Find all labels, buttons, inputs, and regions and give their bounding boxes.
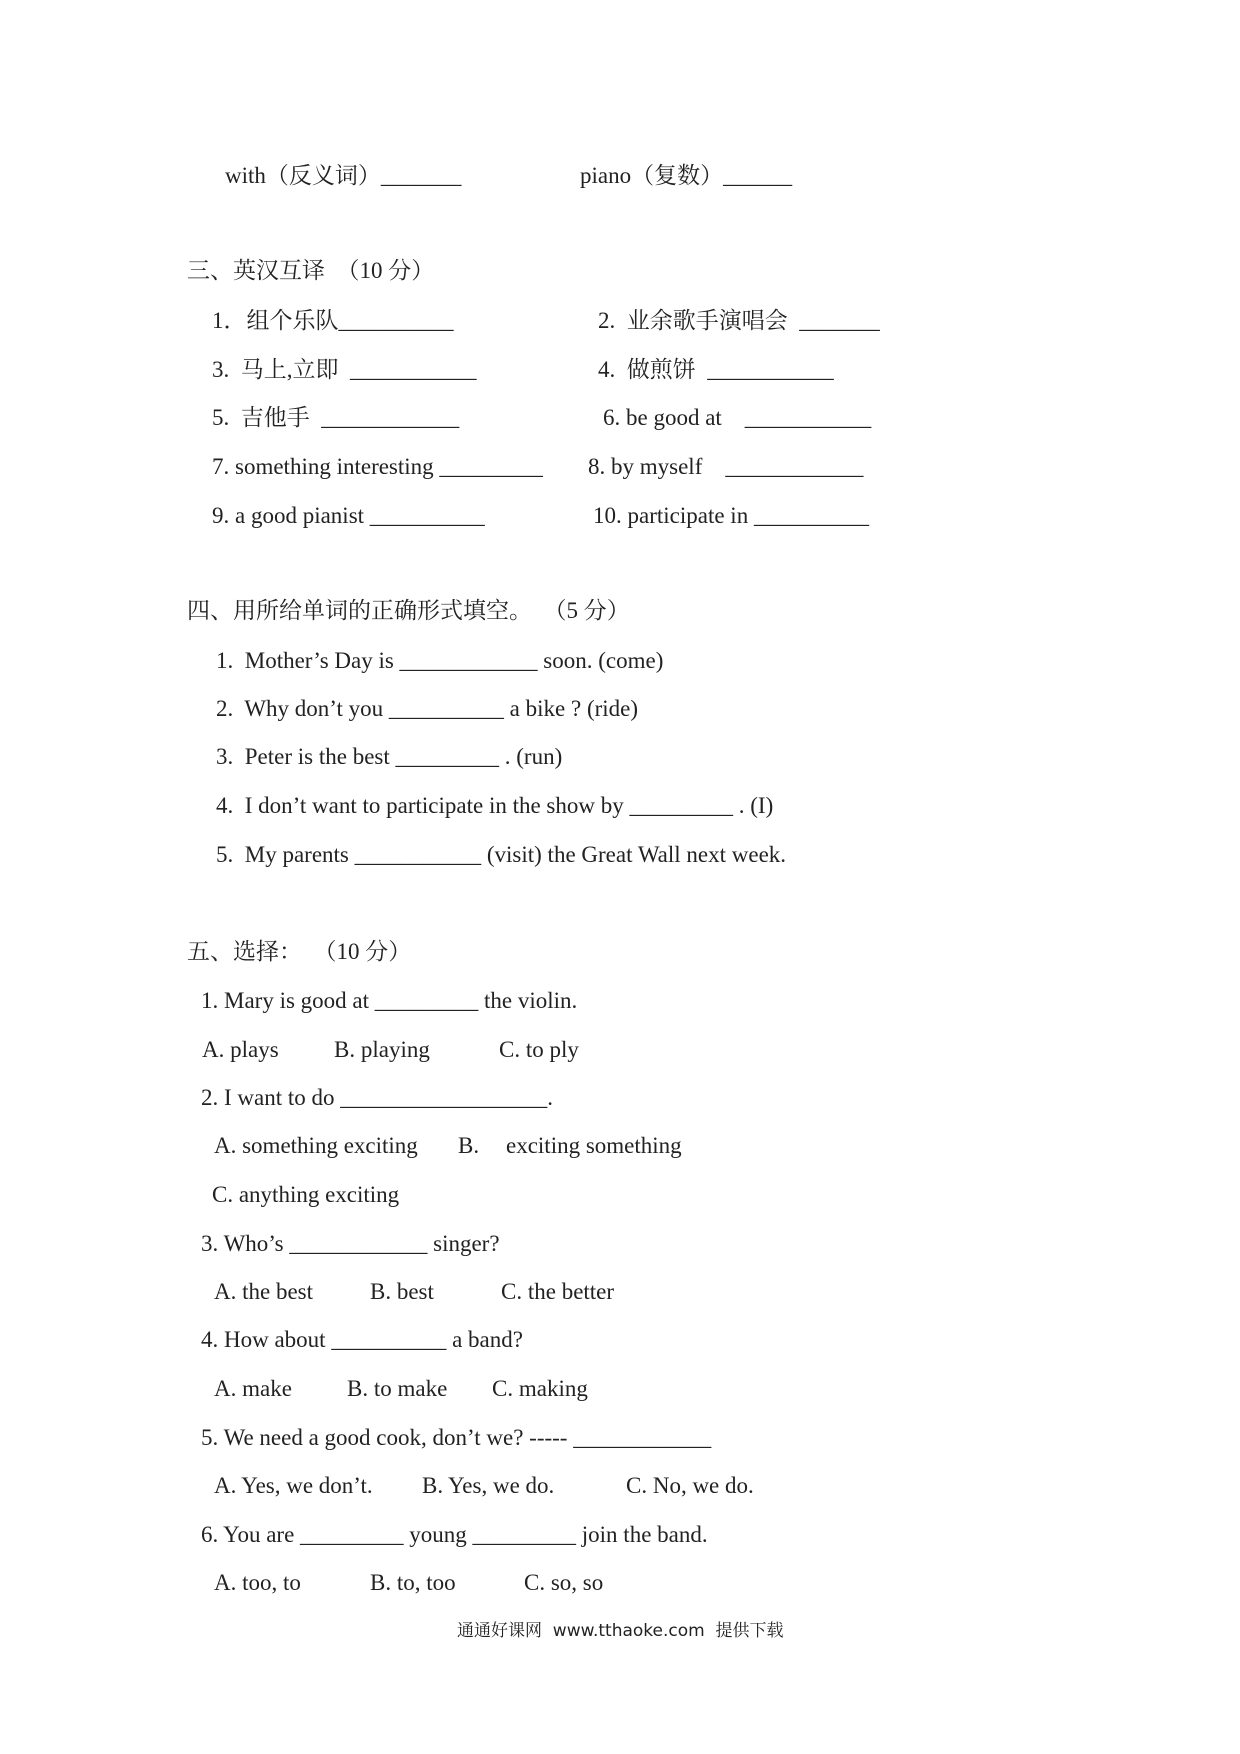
s5-q2-option-b-label: B.	[458, 1133, 480, 1158]
s5-q6-option-b: B. to, too	[370, 1570, 456, 1595]
top-row-with-antonym: with（反义词）_______	[225, 163, 462, 188]
s5-question-6: 6. You are _________ young _________ join the band.	[201, 1522, 708, 1547]
s5-question-5: 5. We need a good cook, don’t we? ----- ____________	[201, 1425, 712, 1450]
s5-q4-option-a: A. make	[214, 1376, 292, 1401]
section-5-heading: 五、选择： （10 分）	[187, 939, 412, 964]
s5-q1-option-c: C. to ply	[499, 1037, 579, 1062]
s3-item-6: 6. be good at ___________	[603, 405, 872, 430]
s5-q6-option-a: A. too, to	[214, 1570, 301, 1595]
s5-q1-option-b: B. playing	[334, 1037, 430, 1062]
s3-item-10: 10. participate in __________	[593, 503, 869, 528]
s3-item-1: 1．组个乐队__________	[212, 308, 454, 333]
s5-question-4: 4. How about __________ a band?	[201, 1327, 523, 1352]
footer-source: 通通好课网 www.tthaoke.com 提供下载	[457, 1621, 784, 1641]
s4-item-5: 5. My parents ___________ (visit) the Great Wall next week.	[216, 842, 787, 867]
s5-question-3: 3. Who’s ____________ singer?	[201, 1231, 500, 1256]
s5-q3-option-a: A. the best	[214, 1279, 314, 1304]
s5-q5-option-b: B. Yes, we do.	[422, 1473, 555, 1498]
s5-q6-option-c: C. so, so	[524, 1570, 604, 1595]
s3-item-8: 8. by myself ____________	[588, 454, 864, 479]
s4-item-4: 4. I don’t want to participate in the show by _________ . (I)	[216, 793, 774, 818]
s3-item-4: 4. 做煎饼 ___________	[598, 357, 834, 382]
s5-q2-option-a: A. something exciting	[214, 1133, 418, 1158]
section-4-heading: 四、用所给单词的正确形式填空。 （5 分）	[187, 598, 630, 623]
s4-item-2: 2. Why don’t you __________ a bike ? (ride)	[216, 696, 639, 721]
s4-item-1: 1. Mother’s Day is ____________ soon. (come)	[216, 648, 664, 673]
s3-item-7: 7. something interesting _________	[212, 454, 543, 479]
section-3-heading: 三、英汉互译 （10 分）	[187, 258, 435, 283]
s3-item-5: 5. 吉他手 ____________	[212, 405, 460, 430]
s5-q4-option-b: B. to make	[347, 1376, 448, 1401]
s3-item-3: 3. 马上,立即 ___________	[212, 357, 477, 382]
s5-question-1: 1. Mary is good at _________ the violin.	[201, 988, 578, 1013]
s5-q5-option-c: C. No, we do.	[626, 1473, 754, 1498]
s5-q4-option-c: C. making	[492, 1376, 588, 1401]
s3-item-9: 9. a good pianist __________	[212, 503, 485, 528]
s5-q5-option-a: A. Yes, we don’t.	[214, 1473, 373, 1498]
s4-item-3: 3. Peter is the best _________ . (run)	[216, 744, 563, 769]
s3-item-2: 2. 业余歌手演唱会 _______	[598, 308, 880, 333]
top-row-piano-plural: piano（复数）______	[580, 163, 793, 188]
s5-q3-option-c: C. the better	[501, 1279, 615, 1304]
s5-q1-option-a: A. plays	[202, 1037, 279, 1062]
s5-question-2: 2. I want to do __________________.	[201, 1085, 554, 1110]
s5-q2-option-c: C. anything exciting	[212, 1182, 400, 1207]
s5-q2-option-b-text: exciting something	[506, 1133, 682, 1158]
s5-q3-option-b: B. best	[370, 1279, 434, 1304]
